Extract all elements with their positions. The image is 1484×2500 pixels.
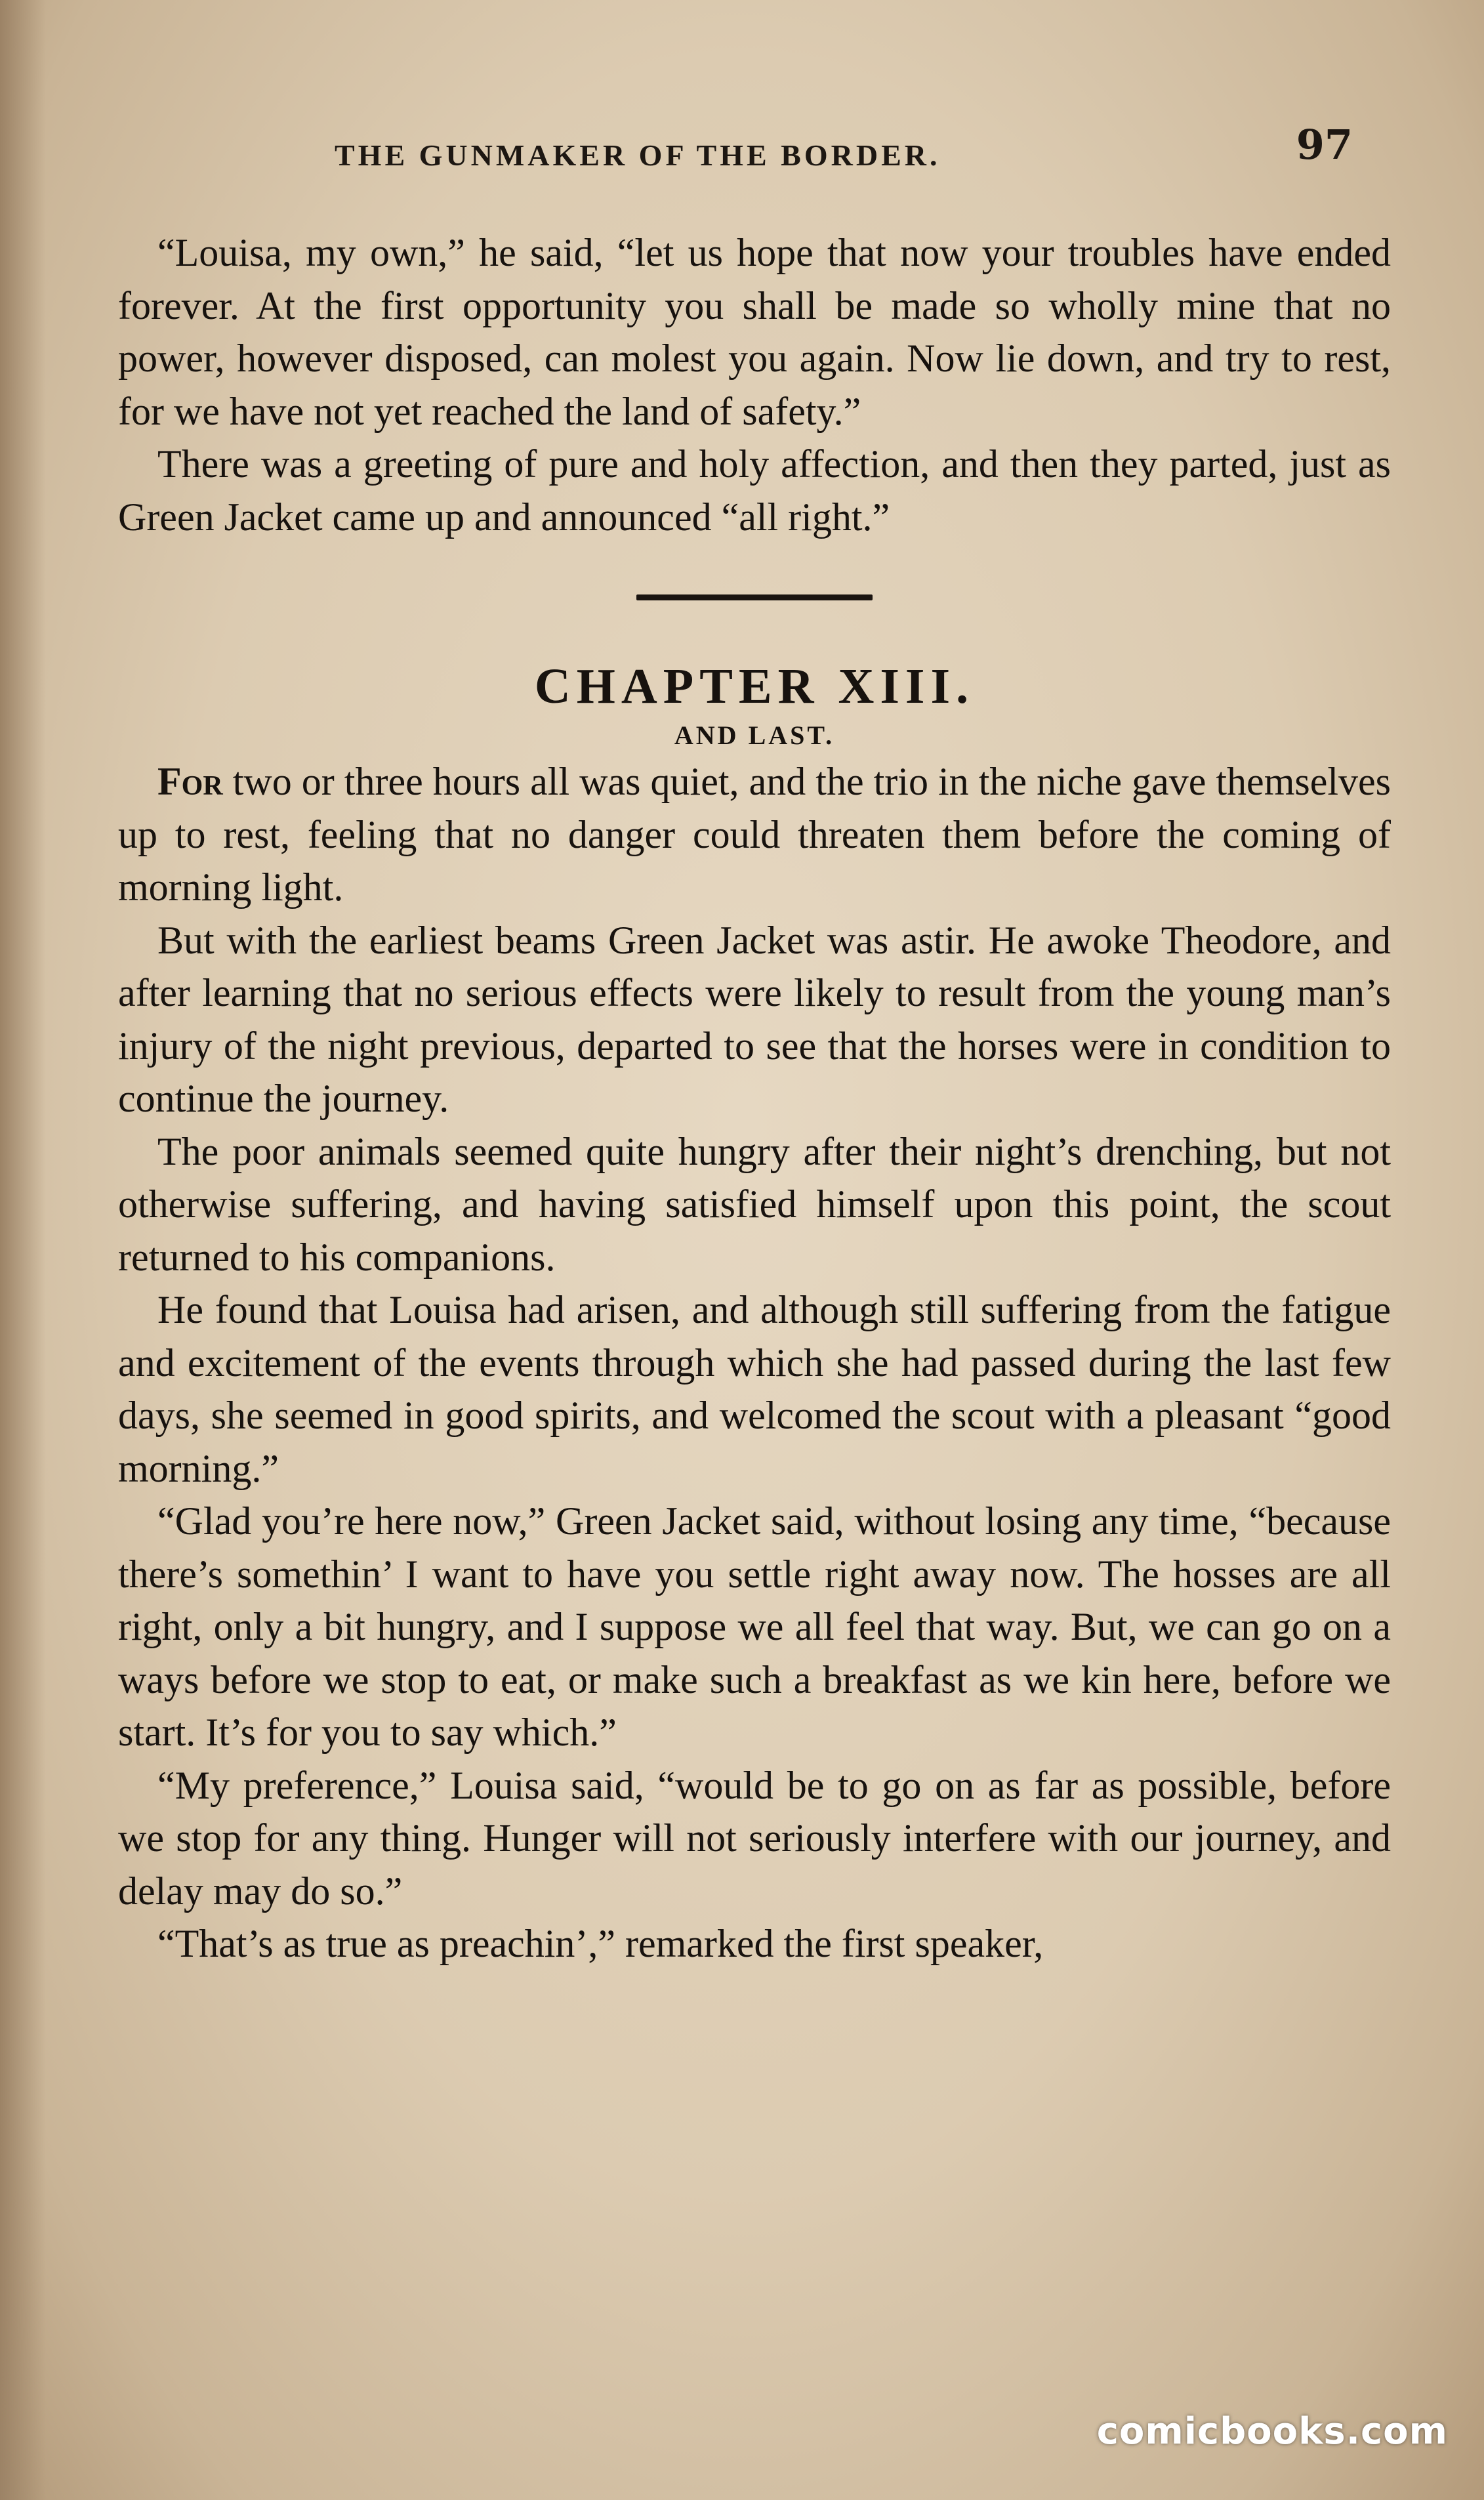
paragraph: There was a greeting of pure and holy affection, and then they parted, just as Green Jacket came up and announced “all right.” (118, 442, 1391, 539)
chapter-title: CHAPTER XIII. (534, 659, 975, 714)
paragraph: The poor animals seemed quite hungry after their night’s drenching, but not otherwise suffering, and having satisfied himself upon this point, the scout returned to his companions. (118, 1129, 1391, 1279)
paragraph (118, 755, 1391, 914)
paragraph: “Louisa, my own,” he said, “let us hope that now your troubles have ended forever. At the first opportunity you shall be made so wholly mine that no power, however disposed, can molest you again. Now lie down, and try to rest, for we have not yet reached the land of safety.” (118, 231, 1391, 433)
paragraph: “Glad you’re here now,” Green Jacket said, without losing any time, “because there’s somethin’ I want to have you settle right away now. The hosses are all right, only a bit hungry, and I suppose we all feel that way. But, we can go on a ways before we stop to eat, or make such a breakfast as we kin here, before we start. It’s for you to say which.” (118, 1499, 1391, 1754)
page-body (118, 226, 1391, 1970)
paragraph-text: two or three hours all was quiet, and the trio in the niche gave themselves up to rest, feeling that no danger could threaten them before the coming of morning light. (118, 760, 1391, 909)
section-divider (636, 594, 873, 600)
chapter-subtitle: AND LAST. (674, 720, 835, 750)
paragraph-first-word: For (157, 760, 223, 803)
running-head: THE GUNMAKER OF THE BORDER. (335, 138, 941, 172)
watermark: comicbooks.com (1096, 2410, 1448, 2453)
paragraph: “My preference,” Louisa said, “would be to go on as far as possible, before we stop for any thing. Hunger will not seriously interfere with our journey, and delay may do so.” (118, 1763, 1391, 1913)
paragraph: “That’s as true as preachin’,” remarked the first speaker, (157, 1922, 1044, 1965)
paragraph: But with the earliest beams Green Jacket was astir. He awoke Theodore, and after learning that no serious effects were likely to result from the young man’s injury of the night previous, departed to see that the horses were in condition to continue the journey. (118, 918, 1391, 1120)
page-number: 97 (1296, 121, 1353, 169)
paragraph: He found that Louisa had arisen, and although still suffering from the fatigue and excitement of the events through which she had passed during the last few days, she seemed in good spirits, and welcomed the scout with a pleasant “good morning.” (118, 1288, 1391, 1490)
page-edge-shadow (0, 0, 46, 2500)
